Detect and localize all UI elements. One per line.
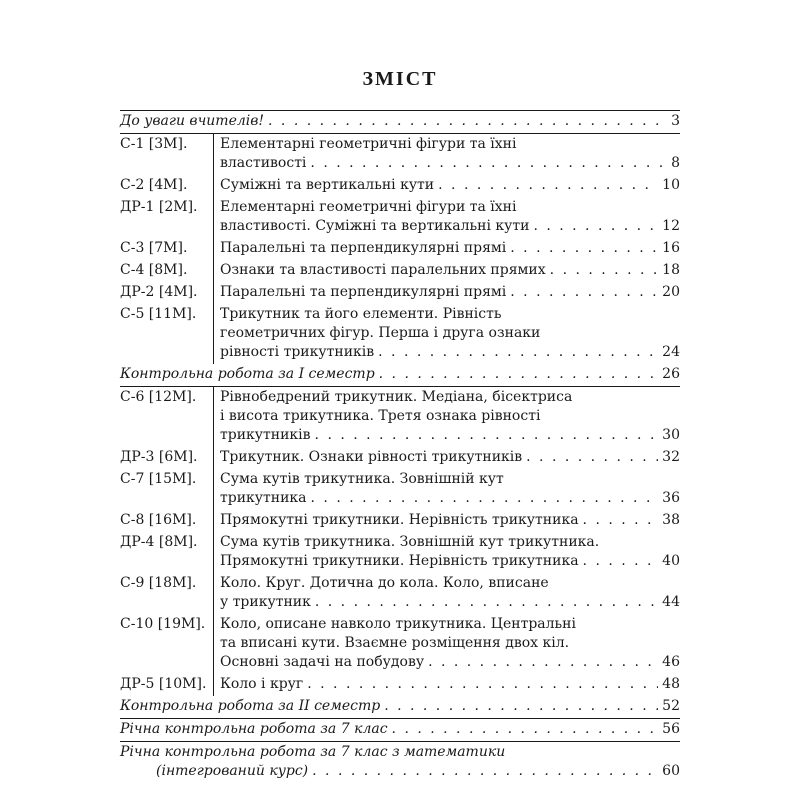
column-divider (213, 387, 214, 447)
toc-entry (120, 510, 680, 532)
column-divider (213, 238, 214, 260)
toc-entry-title: Коло. Круг. Дотична до кола. Коло, вписане (220, 575, 549, 591)
column-divider (213, 532, 214, 573)
leader-dots (384, 697, 658, 716)
toc-page-number: 36 (662, 490, 680, 506)
toc-entry-code: ДР-2 [4М]. (120, 284, 198, 300)
toc-entry-code: С-7 [15М]. (120, 471, 197, 487)
toc-page-number: 20 (662, 284, 680, 300)
leader-dots (510, 239, 658, 258)
toc-entry (120, 260, 680, 282)
toc-entry-title: Контрольна робота за I семестр (120, 366, 375, 382)
toc-entry (120, 447, 680, 469)
toc-page-number: 38 (662, 512, 680, 528)
column-divider (213, 197, 214, 238)
toc-entry (120, 719, 680, 742)
toc-page-number: 16 (662, 240, 680, 256)
leader-dots (268, 112, 667, 131)
toc-entry (120, 387, 680, 447)
toc-entry (120, 364, 680, 387)
toc-page-number: 30 (662, 427, 680, 443)
column-divider (213, 282, 214, 304)
toc-page-number: 26 (662, 366, 680, 382)
toc-entry-code: С-1 [3М]. (120, 136, 188, 152)
toc-entry-title: Трикутник та його елементи. Рівність (220, 306, 502, 322)
toc-entry (120, 175, 680, 197)
toc-entry-title: (інтегрований курс) (156, 763, 309, 779)
leader-dots (378, 343, 658, 362)
toc-entry (120, 614, 680, 674)
toc-entry-title: трикутника (220, 490, 307, 506)
toc-entry (120, 573, 680, 614)
column-divider (213, 134, 214, 175)
toc-page-number: 48 (662, 676, 680, 692)
toc-entry (120, 696, 680, 719)
leader-dots (533, 217, 658, 236)
toc-page-number: 24 (662, 344, 680, 360)
page-title: ЗМІСТ (362, 68, 438, 90)
toc-entry-code: ДР-1 [2М]. (120, 199, 198, 215)
toc-entry-title: трикутників (220, 427, 311, 443)
leader-dots (526, 448, 658, 467)
leader-dots (392, 720, 659, 739)
toc-entry (120, 197, 680, 238)
toc-entry-title: Ознаки та властивості паралельних прямих (220, 262, 546, 278)
column-divider (213, 674, 214, 696)
toc-page-number: 56 (662, 721, 680, 737)
table-of-contents (120, 110, 680, 783)
toc-entry-title: геометричних фігур. Перша і друга ознаки (220, 325, 541, 341)
toc-entry-title: Суміжні та вертикальні кути (220, 177, 435, 193)
toc-entry-title: Паралельні та перпендикулярні прямі (220, 240, 507, 256)
toc-entry-title: Сума кутів трикутника. Зовнішній кут трикутника. (220, 534, 600, 550)
toc-entry-title: рівності трикутників (220, 344, 375, 360)
toc-entry-title: та вписані кути. Взаємне розміщення двох кіл. (220, 635, 570, 651)
column-divider (213, 510, 214, 532)
toc-entry-title: Річна контрольна робота за 7 клас (120, 721, 388, 737)
toc-page-number: 32 (662, 449, 680, 465)
toc-page-number: 60 (662, 763, 680, 779)
column-divider (213, 573, 214, 614)
toc-entry (120, 674, 680, 696)
toc-entry-code: С-5 [11М]. (120, 306, 197, 322)
leader-dots (312, 762, 658, 781)
toc-entry-title: Сума кутів трикутника. Зовнішній кут (220, 471, 504, 487)
column-divider (213, 304, 214, 364)
leader-dots (550, 261, 659, 280)
toc-entry-title: Коло і круг (220, 676, 304, 692)
leader-dots (315, 426, 659, 445)
toc-page-number: 3 (671, 113, 680, 129)
toc-entry-code: ДР-4 [8М]. (120, 534, 198, 550)
toc-entry (120, 134, 680, 175)
toc-entry-title: і висота трикутника. Третя ознака рівності (220, 408, 541, 424)
toc-entry (120, 742, 680, 783)
toc-entry-title: Прямокутні трикутники. Нерівність трикутника (220, 553, 579, 569)
leader-dots (583, 552, 659, 571)
toc-entry-title: Контрольна робота за II семестр (120, 698, 381, 714)
toc-page-number: 52 (662, 698, 680, 714)
toc-entry (120, 111, 680, 134)
leader-dots (379, 365, 659, 384)
leader-dots (510, 283, 658, 302)
toc-entry-title: Елементарні геометричні фігури та їхні (220, 136, 517, 152)
toc-entry-title: Паралельні та перпендикулярні прямі (220, 284, 507, 300)
toc-page-number: 12 (662, 218, 680, 234)
toc-entry-code: С-6 [12М]. (120, 389, 197, 405)
toc-page-number: 10 (662, 177, 680, 193)
toc-entry-code: ДР-3 [6М]. (120, 449, 198, 465)
column-divider (213, 614, 214, 674)
toc-entry-code: С-4 [8М]. (120, 262, 188, 278)
toc-entry (120, 469, 680, 510)
toc-entry-title: властивості. Суміжні та вертикальні кути (220, 218, 530, 234)
column-divider (213, 260, 214, 282)
toc-entry-title: Рівнобедрений трикутник. Медіана, бісектриса (220, 389, 573, 405)
leader-dots (438, 176, 658, 195)
column-divider (213, 447, 214, 469)
toc-entry-title: у трикутник (220, 594, 311, 610)
column-divider (213, 175, 214, 197)
toc-entry-title: Прямокутні трикутники. Нерівність трикутника (220, 512, 579, 528)
toc-entry-code: С-10 [19М]. (120, 616, 206, 632)
toc-entry (120, 532, 680, 573)
toc-entry (120, 304, 680, 364)
toc-entry-title: властивості (220, 155, 307, 171)
toc-entry-title: Елементарні геометричні фігури та їхні (220, 199, 517, 215)
toc-entry (120, 238, 680, 260)
leader-dots (307, 675, 658, 694)
toc-page-number: 44 (662, 594, 680, 610)
toc-entry-code: С-8 [16М]. (120, 512, 197, 528)
toc-page-number: 8 (671, 155, 680, 171)
leader-dots (311, 489, 659, 508)
toc-entry-code: С-9 [18М]. (120, 575, 197, 591)
toc-entry-title: Коло, описане навколо трикутника. Центральні (220, 616, 576, 632)
toc-entry-code: С-3 [7М]. (120, 240, 188, 256)
leader-dots (583, 511, 659, 530)
toc-entry (120, 282, 680, 304)
leader-dots (315, 593, 658, 612)
toc-entry-title: До уваги вчителів! (120, 113, 265, 129)
toc-entry-title: Річна контрольна робота за 7 клас з математики (120, 744, 506, 760)
leader-dots (310, 154, 667, 173)
leader-dots (428, 653, 658, 672)
toc-page-number: 18 (662, 262, 680, 278)
toc-entry-code: С-2 [4М]. (120, 177, 188, 193)
toc-page-number: 46 (662, 654, 680, 670)
toc-entry-title: Основні задачі на побудову (220, 654, 425, 670)
column-divider (213, 469, 214, 510)
toc-page-number: 40 (662, 553, 680, 569)
toc-entry-title: Трикутник. Ознаки рівності трикутників (220, 449, 523, 465)
toc-entry-code: ДР-5 [10М]. (120, 676, 207, 692)
